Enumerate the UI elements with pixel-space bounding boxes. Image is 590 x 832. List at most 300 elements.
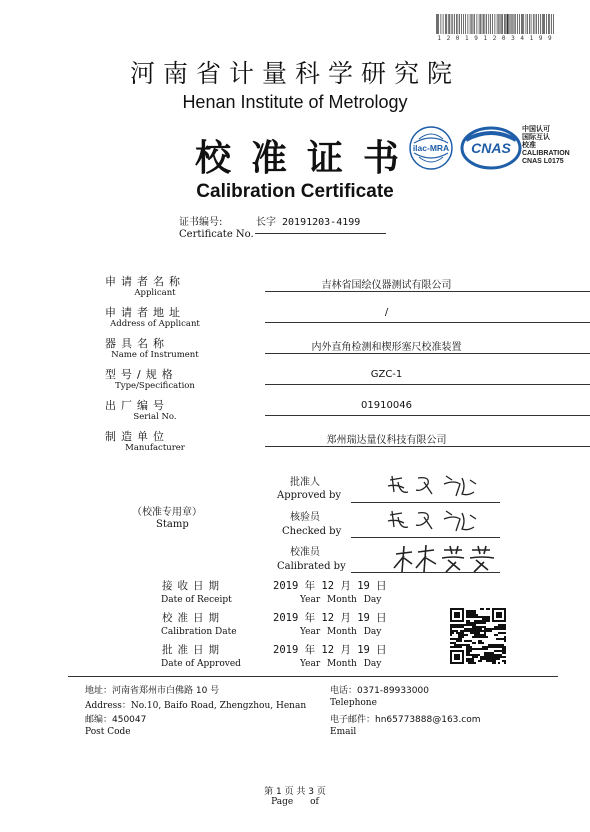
approver-signature [382,470,492,500]
qr-module [478,620,480,622]
barcode-bar [468,14,469,34]
barcode-bar [527,14,528,34]
cnas-caption-line: CNAS L0175 [522,158,564,165]
barcode-bar [543,14,544,34]
barcode-bar [459,14,460,34]
qr-module [470,612,472,614]
qr-module [472,654,474,656]
qr-module [480,616,482,618]
qr-module [450,642,452,644]
qr-module [488,644,490,646]
svg-text:ilac-MRA: ilac-MRA [412,143,450,153]
qr-module [466,634,468,636]
svg-text:CNAS: CNAS [471,140,511,156]
qr-module [454,630,456,632]
qr-module [478,616,480,618]
qr-module [494,628,496,630]
barcode-bar [490,14,491,34]
qr-module [474,616,476,618]
barcode-bar [546,14,547,34]
barcode-bar [533,14,534,34]
barcode-bar [502,14,503,34]
qr-module [480,608,482,610]
qr-module [484,628,486,630]
barcode-bar [551,14,552,34]
qr-module [504,624,506,626]
qr-module [484,620,486,622]
qr-module [452,626,454,628]
approved-label-en: Approved by [277,490,342,501]
qr-module [474,620,476,622]
footer-address-en: Address：No.10, Baifo Road, Zhengzhou, Henan [85,701,307,711]
qr-module [476,632,478,634]
qr-module [466,612,468,614]
approved-label-cn: 批准人 [290,477,320,488]
qr-module [452,630,454,632]
qr-module [474,636,476,638]
checker-signature [382,505,492,535]
qr-module [482,608,484,610]
qr-module [470,624,472,626]
field-label-en: Serial No. [133,412,177,422]
qr-module [468,650,470,652]
footer-divider [68,676,558,677]
qr-module [450,624,452,626]
qr-module [468,648,470,650]
qr-module [480,622,482,624]
qr-module [484,658,486,660]
field-label-en: Applicant [134,288,176,298]
qr-module [478,626,480,628]
qr-module [466,658,468,660]
qr-module [496,658,498,660]
qr-module [462,636,464,638]
field-label-cn: 申请者名称 [105,275,185,288]
qr-module [480,636,482,638]
field-value: GZC-1 [370,369,403,380]
qr-module [456,640,458,642]
barcode-bar [521,14,522,34]
qr-module [474,648,476,650]
qr-module [478,636,480,638]
qr-module [454,624,456,626]
barcode-bar [535,14,536,34]
qr-module [454,642,456,644]
qr-module [472,614,474,616]
barcode-bar [486,14,487,34]
qr-module [468,662,470,664]
calibrator-signature [390,542,505,576]
barcode-bar [538,14,539,34]
barcode-bar [472,14,473,34]
qr-module [482,636,484,638]
qr-module [476,648,478,650]
qr-module [496,612,502,618]
barcode-bar [489,14,490,34]
qr-module [454,654,460,660]
qr-module [484,634,486,636]
qr-module [466,660,468,662]
qr-module [454,626,456,628]
qr-module [482,618,484,620]
qr-module [460,636,462,638]
qr-module [494,658,496,660]
qr-module [492,654,494,656]
qr-module [490,646,492,648]
barcode-bar [508,14,509,34]
qr-module [478,622,480,624]
qr-module [488,616,490,618]
qr-module [472,656,474,658]
qr-module [486,652,488,654]
qr-module [482,622,484,624]
barcode-bar [513,14,514,34]
qr-module [488,630,490,632]
footer-phone-en: Telephone [330,698,377,708]
date-value: 2019 年 12 月 19 日 [273,612,387,624]
qr-module [502,638,504,640]
date-value: 2019 年 12 月 19 日 [273,580,387,592]
qr-module [496,650,498,652]
qr-module [476,628,478,630]
qr-module [482,626,484,628]
qr-module [484,654,486,656]
field-value: 内外直角检测和楔形塞尺校准装置 [311,342,462,353]
qr-module [494,626,496,628]
qr-module [494,644,496,646]
qr-module [458,632,460,634]
qr-module [488,654,490,656]
qr-module [470,650,472,652]
qr-module [480,628,482,630]
field-label-en: Address of Applicant [110,319,200,329]
qr-module [482,620,484,622]
qr-module [470,614,472,616]
barcode-bar [437,14,438,34]
barcode-bar [441,14,442,34]
stamp-label-en: Stamp [156,519,189,530]
certificate-no-label-en: Certificate No. [179,229,254,240]
qr-module [482,658,484,660]
field-manufacturer [105,428,590,459]
qr-module [494,660,496,662]
field-label-cn: 出厂编号 [105,399,169,412]
qr-module [472,612,474,614]
qr-module [486,630,488,632]
qr-module [466,616,468,618]
barcode-bar [549,14,550,34]
qr-module [454,612,460,618]
qr-module [494,654,496,656]
qr-module [502,632,504,634]
qr-module [466,650,468,652]
certificate-no-value: 长字 20191203-4199 [256,217,361,228]
qr-module [500,628,502,630]
qr-module [462,632,464,634]
qr-module [504,652,506,654]
qr-module [480,648,482,650]
qr-module [460,646,462,648]
barcode-bar [511,14,512,34]
qr-module [498,658,500,660]
qr-module [484,648,486,650]
barcode-bar [526,14,527,34]
barcode-bar [477,14,478,34]
qr-module [472,616,474,618]
qr-module [490,658,492,660]
qr-module [472,636,474,638]
qr-module [490,630,492,632]
qr-module [478,632,480,634]
qr-module [474,610,476,612]
qr-module [500,638,502,640]
qr-module [496,654,498,656]
barcode-bar [500,14,501,34]
qr-module [462,624,464,626]
barcode-bar [507,14,508,34]
date-label-cn: 校准日期 [162,612,224,624]
qr-module [468,614,470,616]
qr-module [462,634,464,636]
divider [255,233,386,234]
divider [265,322,590,323]
field-applicant-address [105,304,590,335]
date-label-en: Calibration Date [161,627,237,637]
qr-module [486,616,488,618]
barcode [436,14,554,34]
page-number-en: Page of [271,797,319,807]
qr-module [496,646,498,648]
barcode-bar [456,14,457,34]
qr-module [480,640,482,642]
barcode-bar [445,14,446,34]
footer-postcode-en: Post Code [85,727,131,737]
barcode-bar [448,14,449,34]
barcode-bar [506,14,507,34]
qr-module [496,634,498,636]
qr-module [468,622,470,624]
qr-module [458,634,460,636]
qr-module [466,614,468,616]
qr-module [470,616,472,618]
qr-module [450,638,452,640]
qr-module [468,624,470,626]
barcode-bar [446,14,447,34]
qr-module [456,646,458,648]
qr-module [466,620,468,622]
qr-module [470,660,472,662]
qr-module [500,626,502,628]
qr-module [484,636,486,638]
qr-module [464,624,466,626]
qr-module [498,654,500,656]
qr-module [450,630,452,632]
qr-module [494,650,496,652]
barcode-bar [495,14,496,34]
barcode-bar [536,14,537,34]
qr-module [484,622,486,624]
field-label-cn: 型号/规格 [105,368,178,381]
barcode-bar [449,14,450,34]
qr-module [464,640,466,642]
qr-module [490,652,492,654]
footer-postcode-cn: 邮编：450047 [85,715,147,725]
qr-module [488,660,490,662]
qr-module [456,632,458,634]
qr-module [488,652,490,654]
barcode-bar [463,14,464,34]
qr-module [468,628,470,630]
qr-module [466,624,468,626]
qr-module [474,642,476,644]
qr-module [492,628,494,630]
qr-module [464,630,466,632]
qr-module [490,644,492,646]
qr-module [476,654,478,656]
qr-module [484,646,486,648]
barcode-bar [517,14,518,34]
date-label-cn: 批准日期 [162,644,224,656]
qr-module [502,644,504,646]
qr-module [466,630,468,632]
qr-module [464,628,466,630]
qr-module [472,662,474,664]
qr-module [452,632,454,634]
qr-module [474,632,476,634]
qr-module [458,636,460,638]
qr-module [456,638,458,640]
field-label-en: Manufacturer [125,443,185,453]
qr-module [466,654,468,656]
cnas-caption [522,126,586,166]
qr-module [466,648,468,650]
barcode-bar [515,14,516,34]
qr-module [468,612,470,614]
qr-module [480,630,482,632]
date-label-en: Date of Approved [161,659,241,669]
barcode-bar [474,14,475,34]
field-label-cn: 器具名称 [105,337,169,350]
qr-module [496,628,498,630]
qr-module [478,660,480,662]
qr-module [460,638,462,640]
qr-module [500,646,502,648]
qr-module [466,622,468,624]
cnas-caption-line: 中国认可 [522,126,550,133]
barcode-bar [514,14,515,34]
qr-module [480,660,482,662]
qr-module [504,650,506,652]
qr-module [472,632,474,634]
footer-email-en: Email [330,727,357,737]
qr-module [456,624,458,626]
qr-module [498,624,500,626]
cnas-caption-line: CALIBRATION [522,150,570,157]
field-label-cn: 申请者地址 [105,306,185,319]
barcode-bar [553,14,554,34]
qr-module [464,634,466,636]
certificate-no-label-cn: 证书编号: [179,217,223,228]
qr-module [476,634,478,636]
qr-module [470,662,472,664]
qr-module [482,616,484,618]
qr-module [502,660,504,662]
qr-module [486,628,488,630]
barcode-bar [480,14,481,34]
qr-module [474,612,476,614]
qr-module [484,656,486,658]
qr-module [486,636,488,638]
qr-module [494,656,496,658]
qr-module [482,656,484,658]
qr-module [480,626,482,628]
barcode-bar [529,14,530,34]
footer-phone-cn: 电话：0371-89933000 [330,686,429,696]
qr-module [490,628,492,630]
qr-code [450,608,506,664]
barcode-bar [531,14,532,34]
qr-module [468,616,470,618]
barcode-bar [485,14,486,34]
qr-module [474,656,476,658]
qr-module [504,636,506,638]
field-instrument-name [105,335,590,366]
qr-module [490,656,492,658]
qr-module [502,646,504,648]
qr-module [466,640,468,642]
qr-module [504,646,506,648]
qr-module [478,634,480,636]
date-units: Year Month Day [300,659,382,669]
qr-module [460,644,462,646]
qr-module [478,642,480,644]
divider [265,384,590,385]
qr-module [478,640,480,642]
qr-module [480,634,482,636]
qr-module [458,640,460,642]
qr-module [460,624,462,626]
qr-module [502,652,504,654]
qr-module [504,632,506,634]
qr-module [456,626,458,628]
field-value: / [384,307,389,318]
footer-email-cn: 电子邮件：hn65773888@163.com [330,715,481,725]
stamp-label-cn: （校准专用章） [132,507,202,518]
qr-module [504,662,506,664]
qr-module [498,656,500,658]
divider [351,572,500,573]
qr-module [476,636,478,638]
qr-module [488,620,490,622]
qr-module [466,644,468,646]
qr-module [498,662,500,664]
qr-module [484,632,486,634]
qr-module [480,642,482,644]
certificate-title-en: Calibration Certificate [196,181,394,202]
qr-module [486,608,488,610]
qr-module [458,626,460,628]
qr-module [454,638,456,640]
barcode-bar [443,14,444,34]
qr-module [470,622,472,624]
qr-module [450,632,452,634]
qr-module [474,662,476,664]
qr-module [478,628,480,630]
field-value: 01910046 [361,400,412,411]
qr-module [466,646,468,648]
qr-module [458,644,460,646]
field-label-en: Type/Specification [115,381,195,391]
